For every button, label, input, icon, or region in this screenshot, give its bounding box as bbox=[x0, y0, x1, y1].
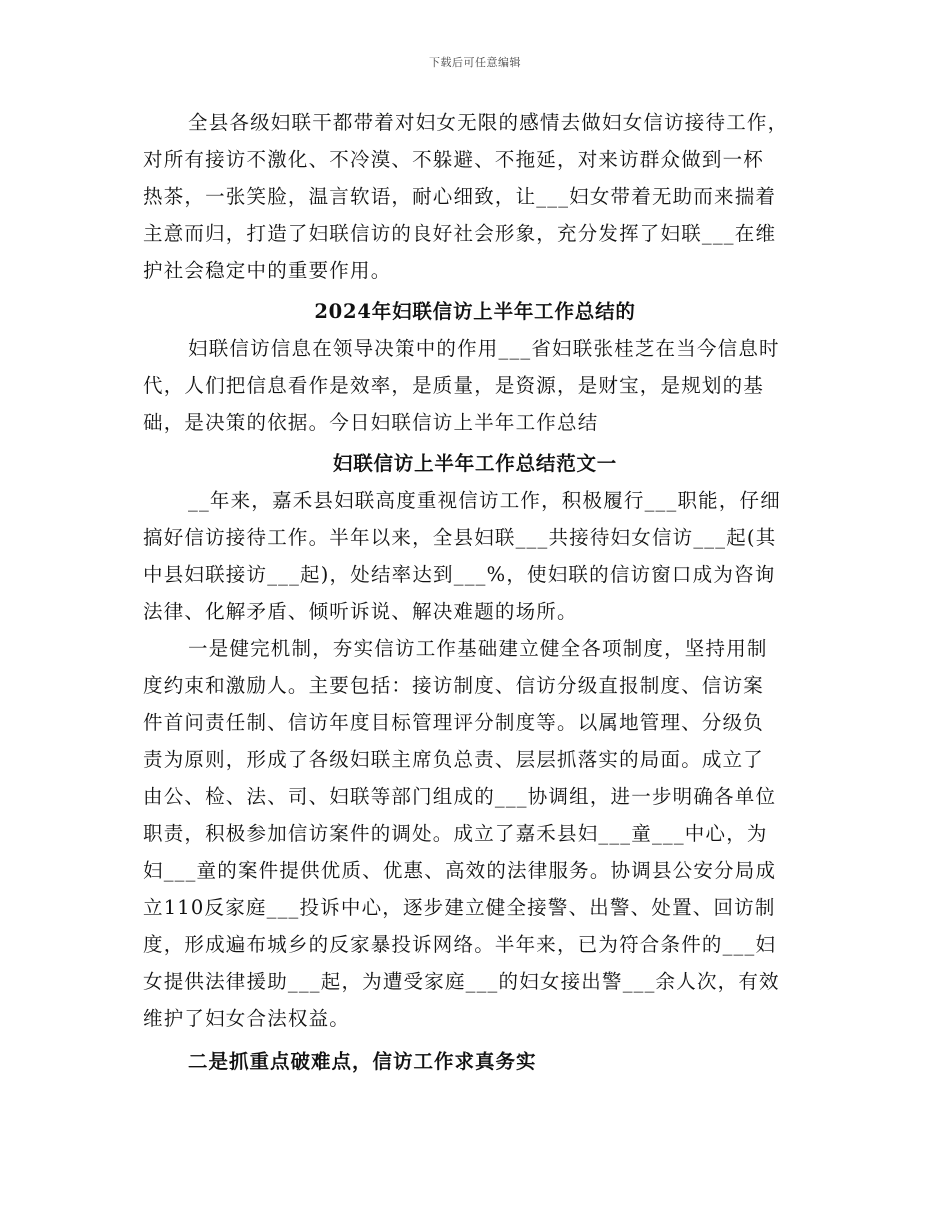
header-note: 下载后可任意编辑 bbox=[429, 56, 521, 69]
paragraph-line: 度，形成遍布城乡的反家暴投诉网络。半年来，已为符合条件的___妇 bbox=[143, 933, 777, 956]
paragraph-line: __年来，嘉禾县妇联高度重视信访工作，积极履行___职能，仔细 bbox=[188, 489, 781, 512]
paragraph-line: 护社会稳定中的重要作用。 bbox=[143, 259, 392, 282]
paragraph-line: 件首问责任制、信访年度目标管理评分制度等。以属地管理、分级负 bbox=[143, 711, 765, 734]
paragraph-line: 维护了妇女合法权益。 bbox=[143, 1007, 351, 1030]
section-heading: 二是抓重点破难点，信访工作求真务实 bbox=[188, 1050, 537, 1073]
paragraph-line: 热茶，一张笑脸，温言软语，耐心细致，让___妇女带着无助而来揣着 bbox=[143, 185, 777, 208]
paragraph-line: 立110反家庭___投诉中心，逐步建立健全接警、出警、处置、回访制 bbox=[143, 896, 776, 919]
paragraph-3 bbox=[143, 482, 807, 630]
paragraph-line: 搞好信访接待工作。半年以来，全县妇联___共接待妇女信访___起(其 bbox=[143, 526, 777, 549]
paragraph-line: 女提供法律援助___起，为遭受家庭___的妇女接出警___余人次，有效 bbox=[143, 970, 780, 993]
paragraph-line: 对所有接访不激化、不冷漠、不躲避、不拖延，对来访群众做到一杯 bbox=[143, 148, 765, 171]
paragraph-4 bbox=[143, 630, 807, 1037]
paragraph-line: 法律、化解矛盾、倾听诉说、解决难题的场所。 bbox=[143, 600, 578, 623]
paragraph-line: 础，是决策的依据。今日妇联信访上半年工作总结 bbox=[143, 411, 599, 434]
paragraph-line: 中县妇联接访___起)，处结率达到___%，使妇联的信访窗口成为咨询 bbox=[143, 563, 776, 586]
paragraph-line: 责为原则，形成了各级妇联主席负总责、层层抓落实的局面。成立了 bbox=[143, 748, 765, 771]
paragraph-line: 职责，积极参加信访案件的调处。成立了嘉禾县妇___童___中心，为 bbox=[143, 822, 768, 845]
paragraph-line: 一是健完机制，夯实信访工作基础建立健全各项制度，坚持用制 bbox=[188, 637, 768, 660]
paragraph-line: 妇___童的案件提供优质、优惠、高效的法律服务。协调县公安分局成 bbox=[143, 859, 777, 882]
section-heading: 妇联信访上半年工作总结范文一 bbox=[332, 452, 618, 475]
paragraph-line: 主意而归，打造了妇联信访的良好社会形象，充分发挥了妇联___在维 bbox=[143, 222, 777, 245]
paragraph-1 bbox=[143, 104, 807, 289]
paragraph-line: 由公、检、法、司、妇联等部门组成的___协调组，进一步明确各单位 bbox=[143, 785, 777, 808]
paragraph-2 bbox=[143, 330, 807, 441]
paragraph-line: 全县各级妇联干都带着对妇女无限的感情去做妇女信访接待工作， bbox=[188, 111, 789, 134]
paragraph-line: 度约束和激励人。主要包括：接访制度、信访分级直报制度、信访案 bbox=[143, 674, 765, 697]
section-heading: 2024年妇联信访上半年工作总结的 bbox=[314, 300, 636, 323]
paragraph-line: 代，人们把信息看作是效率，是质量，是资源，是财宝，是规划的基 bbox=[143, 374, 765, 397]
document-body bbox=[143, 104, 807, 1080]
paragraph-line: 妇联信访信息在领导决策中的作用___省妇联张桂芝在当今信息时 bbox=[188, 337, 780, 360]
